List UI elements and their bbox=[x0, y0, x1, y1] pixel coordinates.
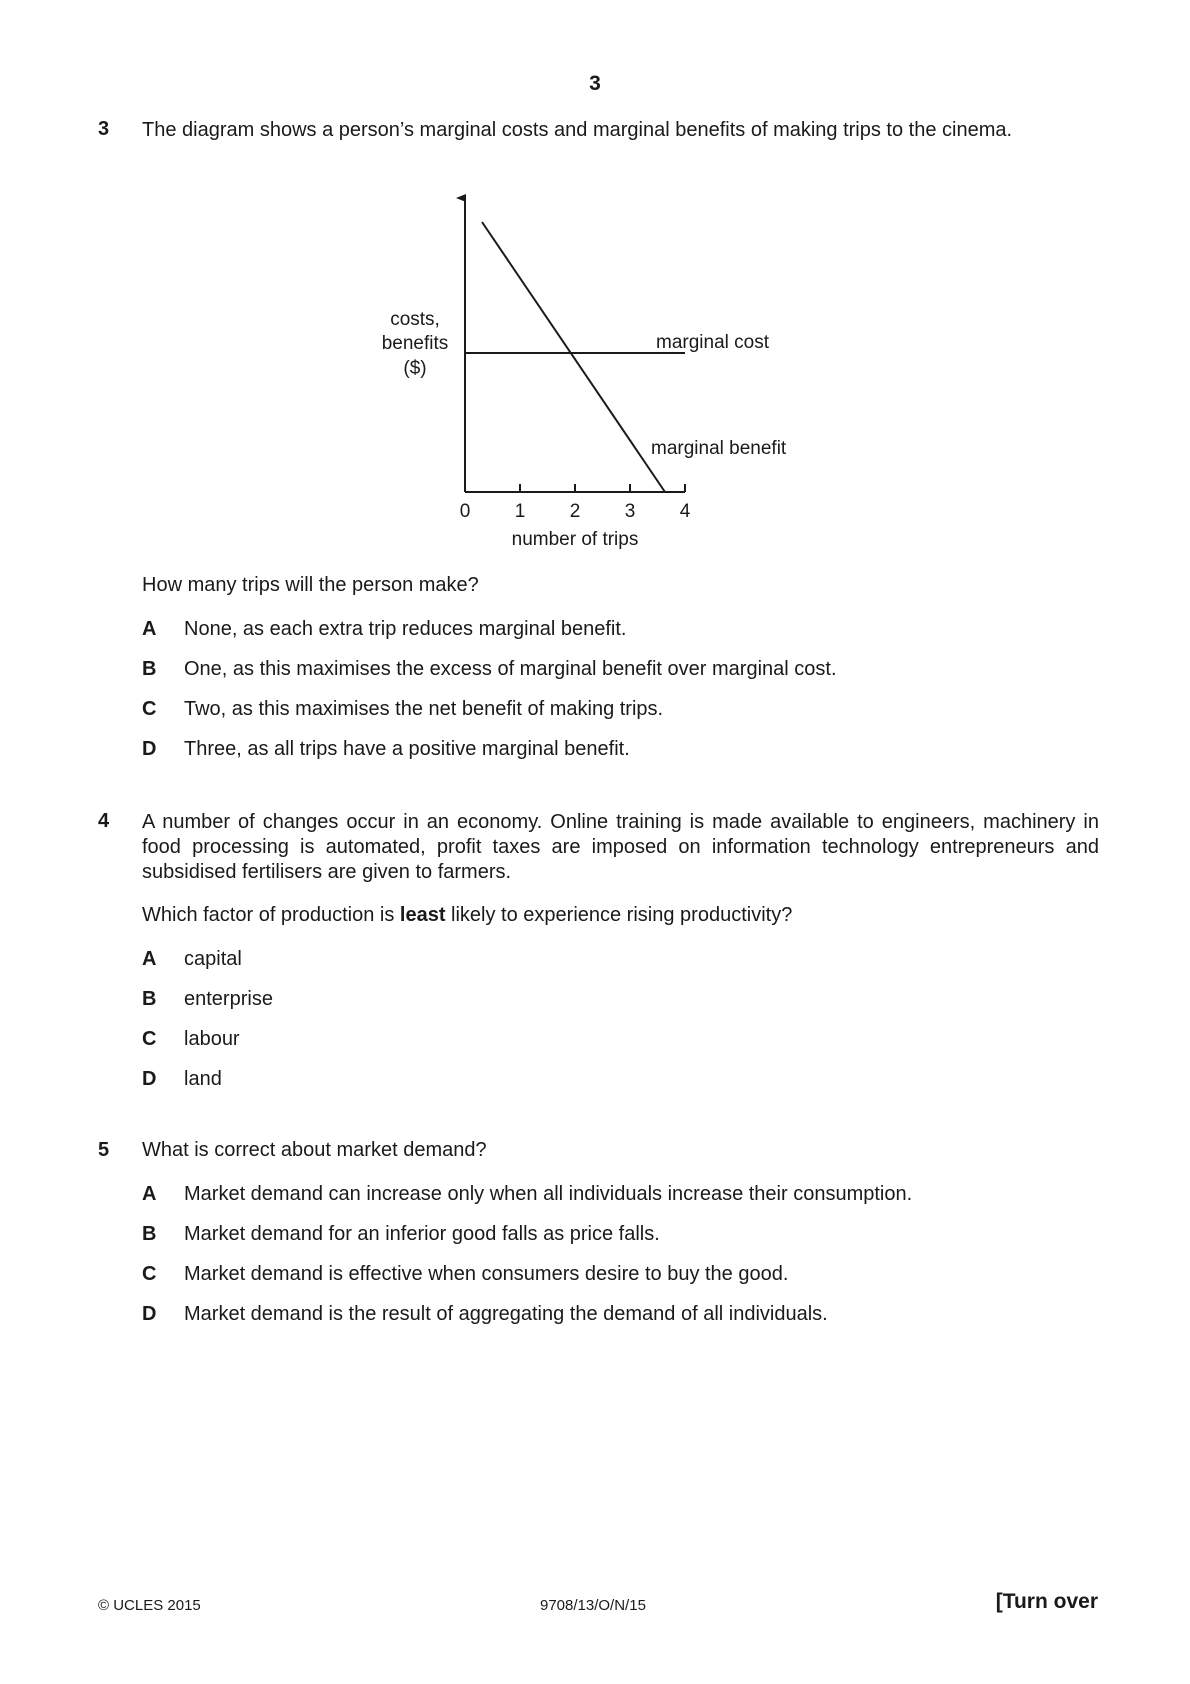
x-tick-label-4: 4 bbox=[679, 501, 691, 522]
footer-copyright: © UCLES 2015 bbox=[98, 1597, 201, 1614]
y-axis-label-line-2: benefits bbox=[381, 333, 449, 354]
question-3-stem: How many trips will the person make? bbox=[142, 574, 479, 596]
question-4-option-c-letter: C bbox=[142, 1028, 157, 1050]
x-tick-label-2: 2 bbox=[569, 501, 581, 522]
x-axis-label: number of trips bbox=[511, 529, 639, 550]
question-4-option-b-text: enterprise bbox=[184, 988, 273, 1010]
question-3-text: The diagram shows a person’s marginal costs and marginal benefits of making trips to the cinema. bbox=[142, 119, 1013, 141]
question-4-option-a-text: capital bbox=[184, 948, 242, 970]
question-4-text: A number of changes occur in an economy. Online training is made available to engineers, machinery in food processing is automated, profit taxes are imposed on information technology entrepreneurs and subsidised fertilisers are given to farmers. bbox=[142, 811, 1099, 883]
question-4-stem-before: Which factor of production is bbox=[142, 904, 400, 926]
question-3-number: 3 bbox=[98, 118, 110, 140]
marginal-cost-label: marginal cost bbox=[656, 332, 769, 353]
question-4-option-d-letter: D bbox=[142, 1068, 157, 1090]
x-tick-label-1: 1 bbox=[514, 501, 526, 522]
question-5-option-d-text: Market demand is the result of aggregating the demand of all individuals. bbox=[184, 1303, 828, 1325]
question-3-option-d-text: Three, as all trips have a positive marginal benefit. bbox=[184, 738, 630, 760]
question-5-option-a-letter: A bbox=[142, 1183, 157, 1205]
question-5-option-b-letter: B bbox=[142, 1223, 157, 1245]
marginal-benefit-line bbox=[482, 222, 665, 492]
question-4-number: 4 bbox=[98, 810, 110, 832]
question-4-stem-after: likely to experience rising productivity? bbox=[445, 904, 793, 926]
question-4-stem-emphasis: least bbox=[399, 904, 446, 926]
question-5-option-c-letter: C bbox=[142, 1263, 157, 1285]
y-axis-label-line-1: costs, bbox=[390, 309, 440, 330]
y-axis-label-line-3: ($) bbox=[403, 358, 427, 379]
question-5-option-b-text: Market demand for an inferior good falls as price falls. bbox=[184, 1223, 660, 1245]
page-number: 3 bbox=[589, 72, 601, 95]
question-3-option-b-text: One, as this maximises the excess of marginal benefit over marginal cost. bbox=[184, 658, 837, 680]
x-tick-label-3: 3 bbox=[624, 501, 636, 522]
question-5-option-a-text: Market demand can increase only when all individuals increase their consumption. bbox=[184, 1183, 913, 1205]
question-3-option-a-text: None, as each extra trip reduces marginal benefit. bbox=[184, 618, 627, 640]
question-4-option-a-letter: A bbox=[142, 948, 157, 970]
footer-turn-over: [Turn over bbox=[995, 1590, 1098, 1613]
footer-paper-code: 9708/13/O/N/15 bbox=[540, 1597, 646, 1614]
question-4-option-c-text: labour bbox=[184, 1028, 240, 1050]
marginal-benefit-label: marginal benefit bbox=[651, 438, 787, 459]
marginal-cost-benefit-diagram bbox=[340, 190, 860, 600]
question-5-option-c-text: Market demand is effective when consumers desire to buy the good. bbox=[184, 1263, 789, 1285]
question-4-option-d-text: land bbox=[184, 1068, 222, 1090]
question-5-text: What is correct about market demand? bbox=[142, 1139, 487, 1161]
question-3-option-b-letter: B bbox=[142, 658, 157, 680]
question-5-number: 5 bbox=[98, 1139, 110, 1161]
question-4-stem bbox=[142, 904, 792, 927]
question-4-option-b-letter: B bbox=[142, 988, 157, 1010]
x-tick-label-0: 0 bbox=[459, 501, 471, 522]
question-5-option-d-letter: D bbox=[142, 1303, 157, 1325]
question-3-option-d-letter: D bbox=[142, 738, 157, 760]
question-3-option-c-letter: C bbox=[142, 698, 157, 720]
question-3-option-a-letter: A bbox=[142, 618, 157, 640]
question-3-option-c-text: Two, as this maximises the net benefit of making trips. bbox=[184, 698, 664, 720]
